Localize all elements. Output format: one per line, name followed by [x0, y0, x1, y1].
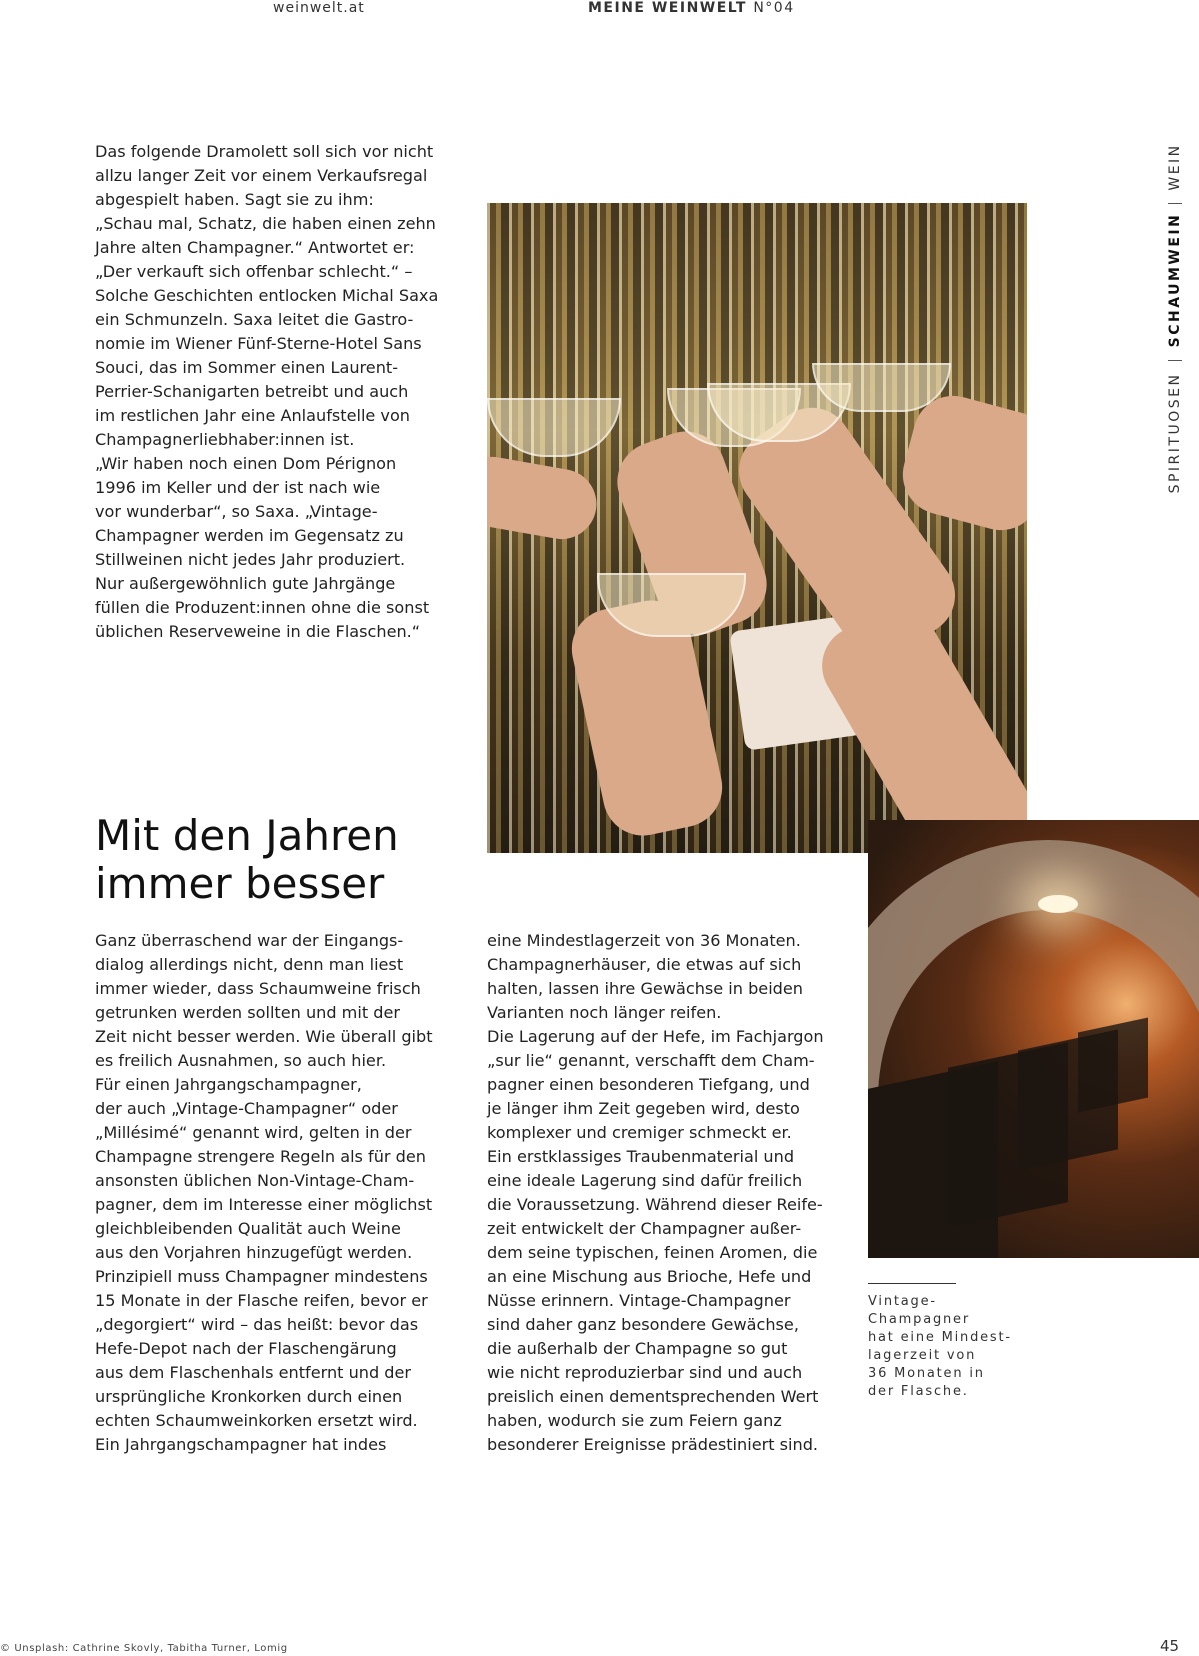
- text-line: Champagner werden im Gegensatz zu: [95, 526, 404, 545]
- text-line: 15 Monate in der Flasche reifen, bevor er: [95, 1291, 428, 1310]
- text-line: Stillweinen nicht jedes Jahr produziert.: [95, 550, 406, 569]
- text-line: aus dem Flaschenhals entfernt und der: [95, 1363, 412, 1382]
- text-line: „sur lie“ genannt, verschafft dem Cham-: [487, 1051, 815, 1070]
- text-line: Perrier-Schanigarten betreibt und auch: [95, 382, 409, 401]
- site-url[interactable]: weinwelt.at: [273, 0, 365, 16]
- text-line: es freilich Ausnahmen, so auch hier.: [95, 1051, 387, 1070]
- text-line: vor wunderbar“, so Saxa. „Vintage-: [95, 502, 378, 521]
- text-line: „Millésimé“ genannt wird, gelten in der: [95, 1123, 412, 1142]
- magazine-title: [588, 0, 795, 16]
- text-line: echten Schaumweinkorken ersetzt wird.: [95, 1411, 418, 1430]
- text-line: halten, lassen ihre Gewächse in beiden: [487, 979, 803, 998]
- text-line: üblichen Reserveweine in die Flaschen.“: [95, 622, 421, 641]
- text-line: ein Schmunzeln. Saxa leitet die Gastro-: [95, 310, 414, 329]
- text-line: gleichbleibenden Qualität auch Weine: [95, 1219, 401, 1238]
- text-line: Ein erstklassiges Traubenmaterial und: [487, 1147, 795, 1166]
- section-sidenav: [1160, 140, 1190, 500]
- text-line: Champagnerhäuser, die etwas auf sich: [487, 955, 802, 974]
- page-number: 45: [1160, 1637, 1180, 1655]
- sidenav-item-spirituosen[interactable]: SPIRITUOSEN: [1167, 372, 1183, 494]
- heading-line-2: immer besser: [95, 859, 385, 908]
- issue-number: N°04: [753, 0, 795, 16]
- text-line: sind daher ganz besondere Gewächse,: [487, 1315, 799, 1334]
- text-line: der auch „Vintage-Champagner“ oder: [95, 1099, 398, 1118]
- caption-line: 36 Monaten in: [868, 1366, 985, 1381]
- text-line: eine ideale Lagerung sind dafür freilich: [487, 1171, 803, 1190]
- text-line: Zeit nicht besser werden. Wie überall gibt: [95, 1027, 433, 1046]
- text-line: pagner einen besonderen Tiefgang, und: [487, 1075, 810, 1094]
- caption-rule: [868, 1283, 956, 1284]
- text-line: Souci, das im Sommer einen Laurent-: [95, 358, 399, 377]
- text-line: Die Lagerung auf der Hefe, im Fachjargon: [487, 1027, 824, 1046]
- sidenav-item-schaumwein[interactable]: SCHAUMWEIN: [1167, 212, 1183, 348]
- text-line: Champagne strengere Regeln als für den: [95, 1147, 426, 1166]
- text-line: haben, wodurch sie zum Feiern ganz: [487, 1411, 782, 1430]
- text-line: Das folgende Dramolett soll sich vor nicht: [95, 142, 434, 161]
- text-line: Für einen Jahrgangschampagner,: [95, 1075, 362, 1094]
- text-line: dialog allerdings nicht, denn man liest: [95, 955, 404, 974]
- photo-credit: © Unsplash: Cathrine Skovly, Tabitha Turner, Lomig: [0, 1643, 288, 1654]
- body-column-middle: [487, 929, 847, 1457]
- caption-line: der Flasche.: [868, 1384, 969, 1399]
- champagne-toast-photo: [487, 203, 1027, 853]
- text-line: preislich einen dementsprechenden Wert: [487, 1387, 819, 1406]
- text-line: 1996 im Keller und der ist nach wie: [95, 478, 381, 497]
- text-line: Varianten noch länger reifen.: [487, 1003, 722, 1022]
- text-line: nomie im Wiener Fünf-Sterne-Hotel Sans: [95, 334, 422, 353]
- text-line: immer wieder, dass Schaumweine frisch: [95, 979, 421, 998]
- text-line: Ein Jahrgangschampagner hat indes: [95, 1435, 387, 1454]
- text-line: „Wir haben noch einen Dom Pérignon: [95, 454, 397, 473]
- text-line: pagner, dem im Interesse einer möglichst: [95, 1195, 433, 1214]
- intro-paragraph: [95, 140, 455, 644]
- body-column-left: [95, 929, 455, 1457]
- text-line: ansonsten üblichen Non-Vintage-Cham-: [95, 1171, 415, 1190]
- caption-line: hat eine Mindest-: [868, 1330, 1012, 1345]
- sidenav-item-wein[interactable]: WEIN: [1167, 143, 1183, 191]
- text-line: aus den Vorjahren hinzugefügt werden.: [95, 1243, 413, 1262]
- caption-line: Champagner: [868, 1312, 970, 1327]
- photo-caption: [868, 1293, 1028, 1401]
- text-line: dem seine typischen, feinen Aromen, die: [487, 1243, 818, 1262]
- text-line: im restlichen Jahr eine Anlaufstelle von: [95, 406, 410, 425]
- text-line: Prinzipiell muss Champagner mindestens: [95, 1267, 428, 1286]
- text-line: Solche Geschichten entlocken Michal Saxa: [95, 286, 439, 305]
- text-line: Ganz überraschend war der Eingangs-: [95, 931, 404, 950]
- wine-cellar-photo: [868, 820, 1199, 1258]
- caption-line: lagerzeit von: [868, 1348, 977, 1363]
- section-heading: [95, 812, 399, 908]
- text-line: „Schau mal, Schatz, die haben einen zehn: [95, 214, 436, 233]
- text-line: Jahre alten Champagner.“ Antwortet er:: [95, 238, 415, 257]
- text-line: getrunken werden sollten und mit der: [95, 1003, 400, 1022]
- text-line: eine Mindestlagerzeit von 36 Monaten.: [487, 931, 801, 950]
- text-line: ursprüngliche Kronkorken durch einen: [95, 1387, 403, 1406]
- text-line: Champagnerliebhaber:innen ist.: [95, 430, 355, 449]
- text-line: je länger ihm Zeit gegeben wird, desto: [487, 1099, 800, 1118]
- text-line: wie nicht reproduzierbar sind und auch: [487, 1363, 803, 1382]
- text-line: Nur außergewöhnlich gute Jahrgänge: [95, 574, 396, 593]
- text-line: „Der verkauft sich offenbar schlecht.“ –: [95, 262, 413, 281]
- text-line: zeit entwickelt der Champagner außer-: [487, 1219, 802, 1238]
- text-line: komplexer und cremiger schmeckt er.: [487, 1123, 792, 1142]
- text-line: die Voraussetzung. Während dieser Reife-: [487, 1195, 823, 1214]
- text-line: die außerhalb der Champagne so gut: [487, 1339, 788, 1358]
- text-line: füllen die Produzent:innen ohne die sonst: [95, 598, 430, 617]
- text-line: besonderer Ereignisse prädestiniert sind.: [487, 1435, 819, 1454]
- text-line: „degorgiert“ wird – das heißt: bevor das: [95, 1315, 419, 1334]
- text-line: Nüsse erinnern. Vintage-Champagner: [487, 1291, 791, 1310]
- text-line: an eine Mischung aus Brioche, Hefe und: [487, 1267, 812, 1286]
- caption-line: Vintage-: [868, 1294, 937, 1309]
- heading-line-1: Mit den Jahren: [95, 811, 399, 860]
- text-line: abgespielt haben. Sagt sie zu ihm:: [95, 190, 374, 209]
- text-line: allzu langer Zeit vor einem Verkaufsregal: [95, 166, 428, 185]
- magazine-name: MEINE WEINWELT: [588, 0, 747, 16]
- text-line: Hefe-Depot nach der Flaschengärung: [95, 1339, 397, 1358]
